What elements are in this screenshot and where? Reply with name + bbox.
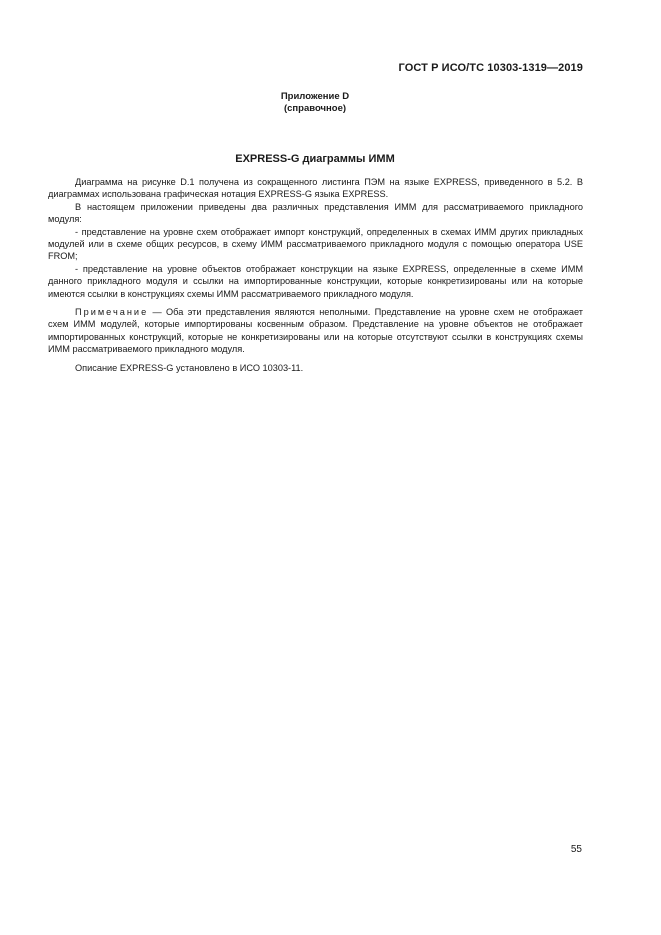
- note-paragraph: [48, 306, 583, 356]
- document-code: ГОСТ Р ИСО/ТС 10303-1319—2019: [398, 62, 583, 74]
- paragraph-entity-level: - представление на уровне объектов отображает конструкции на языке EXPRESS, определенные в схеме ИММ данного прикладного модуля и ссылки на импортированные конструкции, которые конкретизированы или на которые имеются ссылки в конструкциях схемы ИММ рассматриваемого прикладного модуля.: [48, 263, 583, 299]
- paragraph-representations-intro: В настоящем приложении приведены два различных представления ИММ для рассматриваемого прикладного модуля:: [48, 201, 583, 225]
- note-text: — Оба эти представления являются неполными. Представление на уровне схем не отображает схем ИММ модулей, которые импортированы косвенным образом. Представление на уровне объектов не отображает импортированных конструкций, которые не конкретизированы или на которые отсутствуют ссылки в конструкциях схемы ИММ рассматриваемого прикладного модуля.: [48, 307, 583, 355]
- appendix-heading: [0, 91, 630, 115]
- body-text: [48, 176, 583, 374]
- appendix-title: Приложение D: [280, 91, 350, 102]
- section-title: EXPRESS-G диаграммы ИММ: [235, 153, 395, 165]
- page-number: 55: [570, 844, 582, 855]
- paragraph-express-g-reference: Описание EXPRESS-G установлено в ИСО 10303-11.: [75, 362, 304, 373]
- appendix-subtitle: (справочное): [283, 103, 347, 114]
- paragraph-schema-level: - представление на уровне схем отображает импорт конструкций, определенных в схемах ИММ других прикладных модулей или в схеме общих ресурсов, в схему ИММ рассматриваемого прикладного модуля с помощью оператора USE FROM;: [48, 226, 583, 262]
- paragraph-figure-description: Диаграмма на рисунке D.1 получена из сокращенного листинга ПЭМ на языке EXPRESS, приведенного в 5.2. В диаграммах использована графическая нотация EXPRESS-G языка EXPRESS.: [48, 177, 583, 200]
- note-label: Примечание: [75, 307, 149, 318]
